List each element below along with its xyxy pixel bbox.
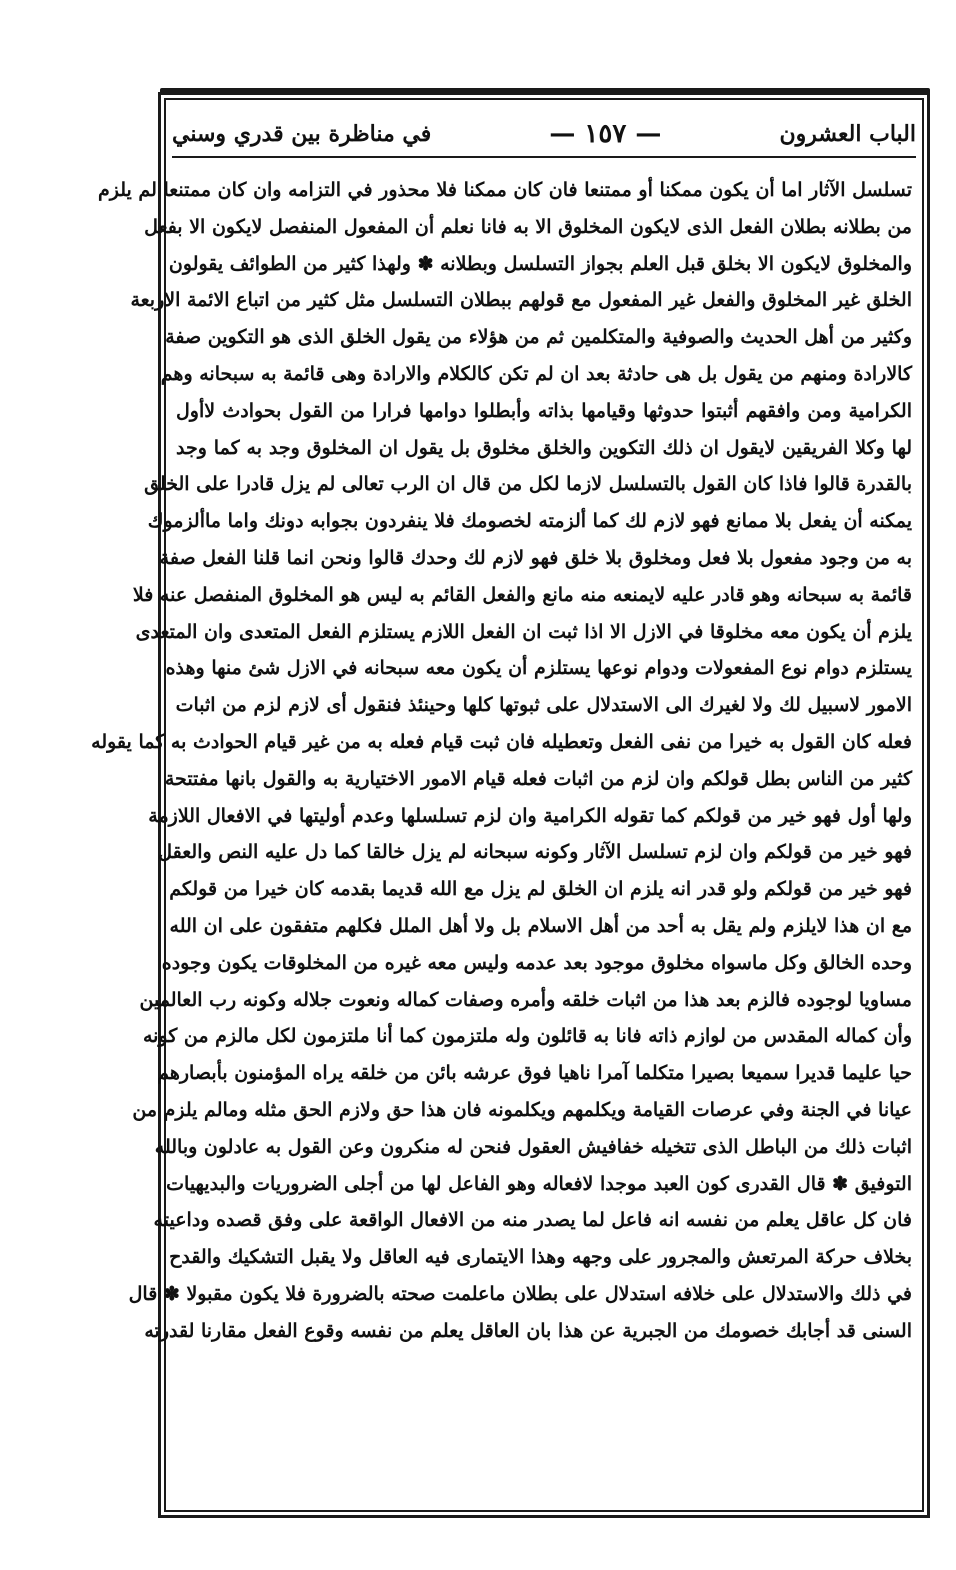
text-line: تسلسل الآثار اما أن يكون ممكنا أو ممتنعا فان كان ممكنا فلا محذور في التزامه وان كان ممتنعا لم يلزم bbox=[97, 179, 912, 201]
text-line: اثبات ذلك من الباطل الذى تتخيله خفافيش العقول فنحن له منكرون وعن القول به عادلون وبالله bbox=[154, 1135, 912, 1158]
text-line: وحده الخالق وكل ماسواه مخلوق موجود بعد عدمه وليس معه غيره من المخلوقات يكون وجوده bbox=[161, 951, 912, 974]
text-line: بالقدرة قالوا فاذا كان القول بالتسلسل لازما لكل من قال ان الرب تعالى لم يزل قادرا على الخلق bbox=[144, 473, 912, 496]
section-topic: في مناظرة بين قدري وسني bbox=[172, 121, 432, 147]
text-line: من بطلانه بطلان الفعل الذى لايكون المخلوق الا به فانا نعلم أن المفعول المنفصل لايكون الا بفعل bbox=[144, 215, 912, 238]
text-line: التوفيق ✽ قال القدرى كون العبد موجدا لافعاله وهو الفاعل لها من أجلى الضروريات والبديهيات bbox=[166, 1172, 912, 1195]
text-line: به من وجود مفعول بلا فعل ومخلوق بلا خلق فهو لازم لك وحدك قالوا ونحن انما قلنا الفعل صفة bbox=[159, 546, 912, 569]
text-line: في ذلك والاستدلال على خلافه استدلال على بطلان ماعلمت صحته بالضرورة فلا يكون مقبولا ✽ قال bbox=[128, 1282, 912, 1305]
text-line: وكثير من أهل الحديث والصوفية والمتكلمين ثم من هؤلاء من يقول الخلق الذى هو التكوين صفة bbox=[165, 326, 912, 349]
text-line: وأن كماله المقدس من لوازم ذاته فانا به قائلون وله ملتزمون كما أنا ملتزمون لكل مالزم من كونه bbox=[142, 1025, 912, 1048]
text-line: حيا عليما قديرا سميعا بصيرا متكلما آمرا ناهيا فوق عرشه بائن من خلقه يراه المؤمنون بأبصارهم bbox=[157, 1062, 912, 1085]
running-header bbox=[172, 112, 916, 158]
text-line: الكرامية ومن وافقهم أثبتوا حدوثها وقيامها بذاته وأبطلوا دوامها فرارا من القول بحوادث لاأول bbox=[176, 399, 912, 422]
text-line: فهو خير من قولكم ولو قدر انه يلزم ان الخلق لم يزل مع الله قديما بقدمه كان خيرا من قولكم bbox=[169, 878, 912, 901]
text-line: فان كل عاقل يعلم من نفسه انه فاعل لما يصدر منه من الافعال الواقعة على وفق قصده وداعيته bbox=[153, 1209, 912, 1232]
text-line: مساويا لوجوده فالزم بعد هذا من اثبات خلقه وأمره وصفات كماله ونعوت جلاله وكونه رب العالمين bbox=[139, 988, 912, 1011]
page-number: — ١٥٧ — bbox=[549, 119, 662, 149]
text-line: يلزم أن يكون معه مخلوقا في الازل الا اذا ثبت ان الفعل اللازم يستلزم الفعل المتعدى وان المتعدى bbox=[135, 620, 912, 643]
text-line: الخلق غير المخلوق والفعل غير المفعول مع قولهم ببطلان التسلسل مثل كثير من اتباع الائمة الاربعة bbox=[130, 289, 912, 312]
text-line: مع ان هذا لايلزم ولم يقل به أحد من أهل الاسلام بل ولا أهل الملل فكلهم متفقون على ان الله bbox=[169, 914, 912, 937]
text-line: الامور لاسبيل لك ولا لغيرك الى الاستدلال على ثبوتها كلها وحينئذ فنقول أى لازم لزم من اثبات bbox=[175, 694, 912, 717]
text-line: ولها أول فهو خير من قولكم كما تقوله الكرامية وان لزم تسلسلها وعدم أوليتها في الافعال اللازمة bbox=[148, 804, 912, 827]
text-line: عيانا في الجنة وفي عرصات القيامة ويكلمهم ويكلمونه فان هذا حق ولازم الحق مثله ومالم يلزم من bbox=[132, 1098, 912, 1121]
text-line: السنى قد أجابك خصومك من الجبرية عن هذا بان العاقل يعلم من نفسه وقوع الفعل مقارنا لقدرته bbox=[144, 1319, 912, 1342]
text-line: كالارادة ومنهم من يقول بل هى حادثة بعد ان لم تكن كالكلام والارادة وهى قائمة به سبحانه وهم bbox=[160, 362, 912, 385]
text-line: فهو خير من قولكم وان لزم تسلسل الآثار وكونه سبحانه لم يزل خالقا كما دل عليه النص والعقل bbox=[158, 841, 912, 864]
body-text bbox=[91, 172, 912, 1502]
text-line: كثير من الناس بطل قولكم وان لزم من اثبات فعله قيام الامور الاختيارية به والقول بانها مفتتحة bbox=[164, 767, 912, 790]
text-line: بخلاف حركة المرتعش والمجرور على وجهه وهذا الايتمارى فيه العاقل ولا يقبل التشكيك والقدح bbox=[169, 1246, 912, 1269]
text-line: والمخلوق لايكون الا بخلق قبل العلم بجواز التسلسل وبطلانه ✽ ولهذا كثير من الطوائف يقولون bbox=[168, 252, 912, 275]
text-line: يمكنه أن يفعل بلا ممانع فهو لازم لك كما ألزمته لخصومك فلا ينفردون بجوابه دونك واما ماألزموك bbox=[147, 510, 912, 533]
text-line: فعله كان القول به خيرا من نفى الفعل وتعطيله فان ثبت قيام فعله به من غير قيام الحوادث به كما يقوله bbox=[91, 730, 912, 753]
chapter-title: الباب العشرون bbox=[779, 121, 916, 147]
text-line: يستلزم دوام نوع المفعولات ودوام نوعها يستلزم أن يكون معه سبحانه في الازل شئ منها وهذه bbox=[165, 657, 912, 680]
text-line: قائمة به سبحانه وهو قادر عليه لايمنعه منه مانع والفعل القائم به ليس هو المخلوق المنفصل عنه فلا bbox=[132, 583, 912, 606]
text-line: لها وكلا الفريقين لايقول ان ذلك التكوين والخلق مخلوق بل يقول ان المخلوق وجد به كما وجد bbox=[176, 436, 912, 459]
